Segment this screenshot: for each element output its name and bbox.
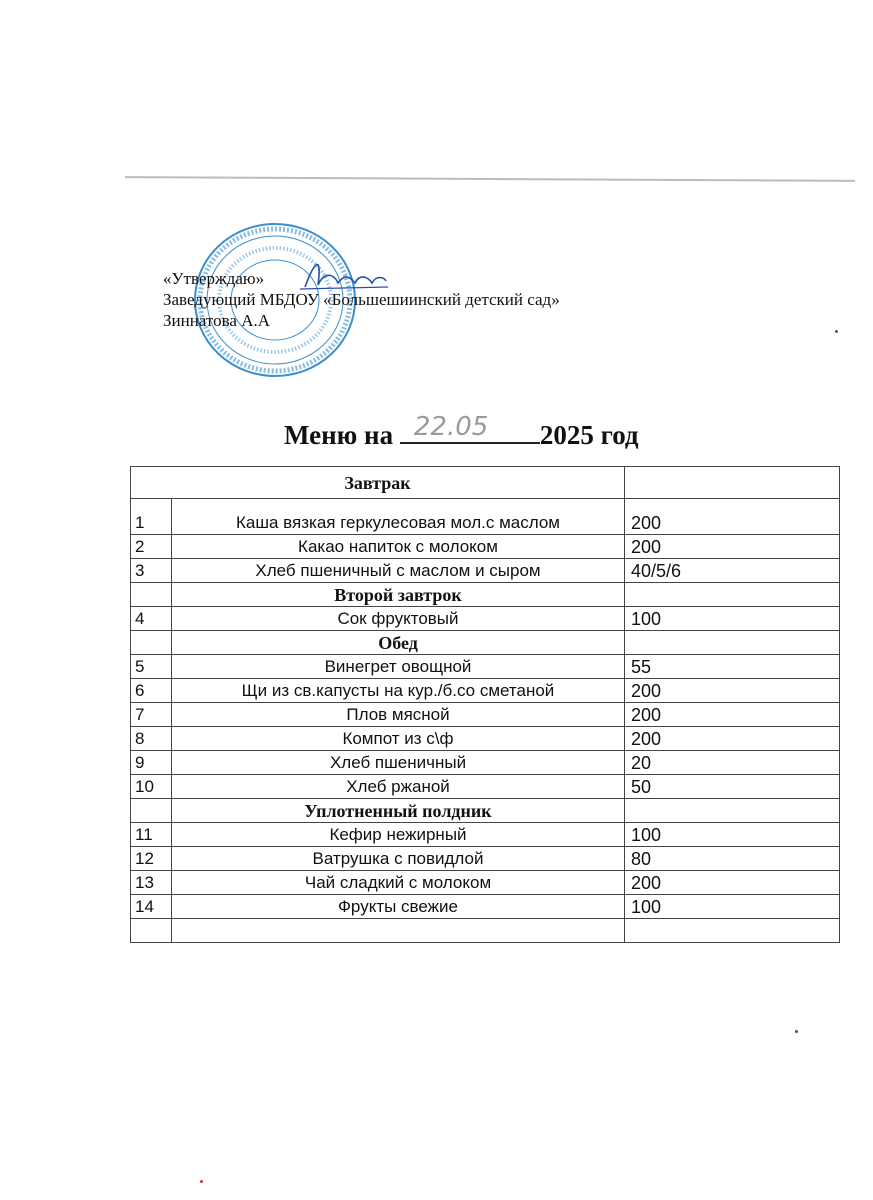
- menu-item-row: [131, 559, 840, 583]
- item-quantity: 100: [625, 607, 840, 631]
- scan-edge-line: [125, 176, 855, 182]
- item-number: 3: [131, 559, 172, 583]
- item-number: 4: [131, 607, 172, 631]
- item-name: Хлеб пшеничный с маслом и сыром: [172, 559, 625, 583]
- menu-item-row: [131, 655, 840, 679]
- empty-row: [131, 919, 840, 943]
- menu-item-row: [131, 751, 840, 775]
- item-quantity: 20: [625, 751, 840, 775]
- item-quantity: 55: [625, 655, 840, 679]
- section-row: [131, 467, 840, 499]
- scan-speck: [835, 330, 838, 333]
- item-quantity: 200: [625, 703, 840, 727]
- item-number: 5: [131, 655, 172, 679]
- item-number: 8: [131, 727, 172, 751]
- item-quantity: 200: [625, 679, 840, 703]
- menu-item-row: [131, 727, 840, 751]
- approver-name: Зиннатова А.А: [163, 311, 271, 330]
- item-number: 1: [131, 499, 172, 535]
- item-name: Компот из с\ф: [172, 727, 625, 751]
- num-cell: [131, 799, 172, 823]
- menu-item-row: [131, 823, 840, 847]
- item-quantity: 100: [625, 895, 840, 919]
- item-quantity: 200: [625, 727, 840, 751]
- menu-item-row: [131, 499, 840, 535]
- menu-item-row: [131, 535, 840, 559]
- menu-item-row: [131, 703, 840, 727]
- date-blank: [400, 412, 540, 444]
- item-quantity: 50: [625, 775, 840, 799]
- menu-item-row: [131, 871, 840, 895]
- item-name: Винегрет овощной: [172, 655, 625, 679]
- section-title: Уплотненный полдник: [172, 799, 625, 823]
- section-row: [131, 799, 840, 823]
- menu-table: [130, 466, 840, 943]
- item-number: 6: [131, 679, 172, 703]
- menu-item-row: [131, 895, 840, 919]
- item-name: Сок фруктовый: [172, 607, 625, 631]
- item-number: 11: [131, 823, 172, 847]
- item-name: Фрукты свежие: [172, 895, 625, 919]
- item-name: Каша вязкая геркулесовая мол.с маслом: [172, 499, 625, 535]
- item-number: 14: [131, 895, 172, 919]
- item-number: 7: [131, 703, 172, 727]
- qty-cell: [625, 583, 840, 607]
- item-name: Ватрушка с повидлой: [172, 847, 625, 871]
- menu-item-row: [131, 679, 840, 703]
- scan-speck: [795, 1030, 798, 1033]
- item-number: 12: [131, 847, 172, 871]
- scan-speck: [200, 1180, 203, 1183]
- item-name: Плов мясной: [172, 703, 625, 727]
- num-cell: [131, 631, 172, 655]
- section-title: Завтрак: [131, 467, 625, 499]
- approver-position: Заведующий МБДОУ «Большешиинский детский сад»: [163, 290, 560, 309]
- title-suffix: 2025 год: [539, 420, 639, 450]
- item-quantity: 40/5/6: [625, 559, 840, 583]
- item-quantity: 200: [625, 499, 840, 535]
- page-title: [284, 412, 639, 451]
- section-title: Второй завтрок: [172, 583, 625, 607]
- item-quantity: 100: [625, 823, 840, 847]
- item-quantity: 200: [625, 535, 840, 559]
- num-cell: [131, 583, 172, 607]
- item-quantity: 80: [625, 847, 840, 871]
- item-name: Хлеб ржаной: [172, 775, 625, 799]
- item-name: Хлеб пшеничный: [172, 751, 625, 775]
- menu-item-row: [131, 847, 840, 871]
- menu-item-row: [131, 775, 840, 799]
- approve-label: «Утверждаю»: [163, 269, 265, 288]
- section-title: Обед: [172, 631, 625, 655]
- item-number: 10: [131, 775, 172, 799]
- item-name: Щи из св.капусты на кур./б.со сметаной: [172, 679, 625, 703]
- item-name: Кефир нежирный: [172, 823, 625, 847]
- section-row: [131, 583, 840, 607]
- item-quantity: 200: [625, 871, 840, 895]
- handwritten-date: 22.05: [413, 412, 489, 442]
- title-prefix: Меню на: [284, 420, 394, 450]
- qty-cell: [625, 799, 840, 823]
- item-number: 2: [131, 535, 172, 559]
- section-row: [131, 631, 840, 655]
- item-number: 9: [131, 751, 172, 775]
- item-name: Чай сладкий с молоком: [172, 871, 625, 895]
- signature: [300, 255, 390, 295]
- menu-item-row: [131, 607, 840, 631]
- item-number: 13: [131, 871, 172, 895]
- qty-cell: [625, 631, 840, 655]
- item-name: Какао напиток с молоком: [172, 535, 625, 559]
